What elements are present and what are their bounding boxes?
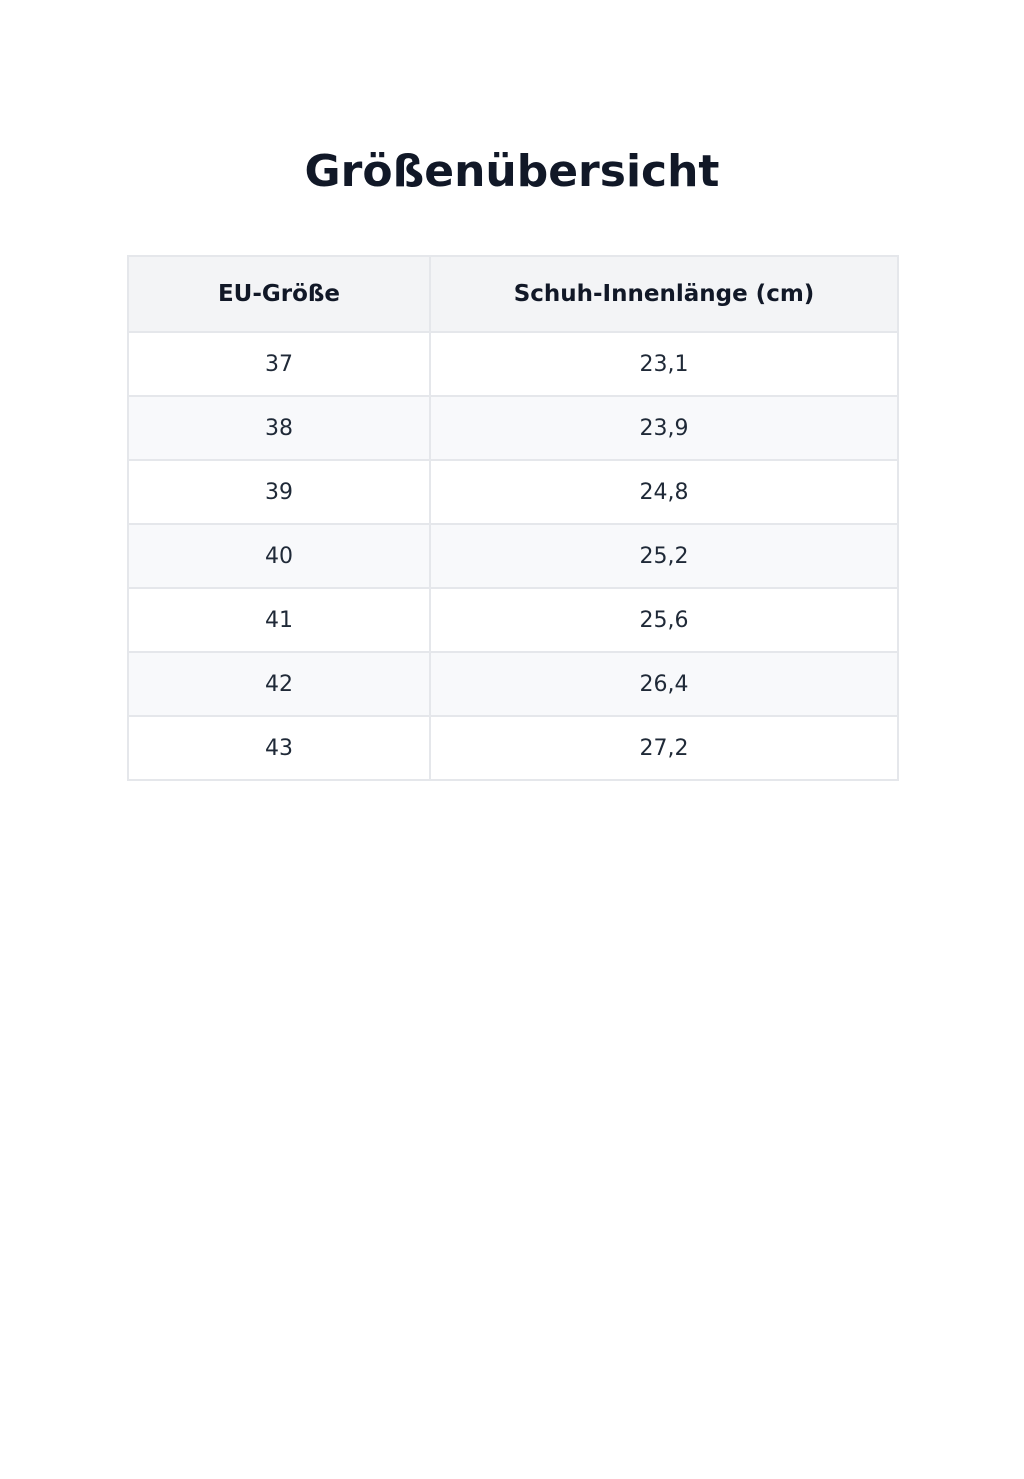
page-title: Größenübersicht <box>304 146 720 197</box>
cell-eu-size: 42 <box>128 652 430 716</box>
header-eu-size: EU-Größe <box>128 256 430 332</box>
cell-inner-length: 24,8 <box>430 460 898 524</box>
cell-inner-length: 25,6 <box>430 588 898 652</box>
cell-inner-length: 27,2 <box>430 716 898 780</box>
size-chart-table <box>127 255 899 781</box>
table-row <box>128 652 898 716</box>
table-row <box>128 396 898 460</box>
table-row <box>128 716 898 780</box>
cell-eu-size: 43 <box>128 716 430 780</box>
table-row <box>128 524 898 588</box>
cell-eu-size: 37 <box>128 332 430 396</box>
table-row <box>128 588 898 652</box>
header-inner-length: Schuh-Innenlänge (cm) <box>430 256 898 332</box>
cell-eu-size: 41 <box>128 588 430 652</box>
cell-inner-length: 25,2 <box>430 524 898 588</box>
cell-inner-length: 26,4 <box>430 652 898 716</box>
cell-eu-size: 40 <box>128 524 430 588</box>
table-row <box>128 332 898 396</box>
cell-eu-size: 39 <box>128 460 430 524</box>
table-header-row <box>128 256 898 332</box>
table-row <box>128 460 898 524</box>
cell-inner-length: 23,1 <box>430 332 898 396</box>
cell-eu-size: 38 <box>128 396 430 460</box>
cell-inner-length: 23,9 <box>430 396 898 460</box>
